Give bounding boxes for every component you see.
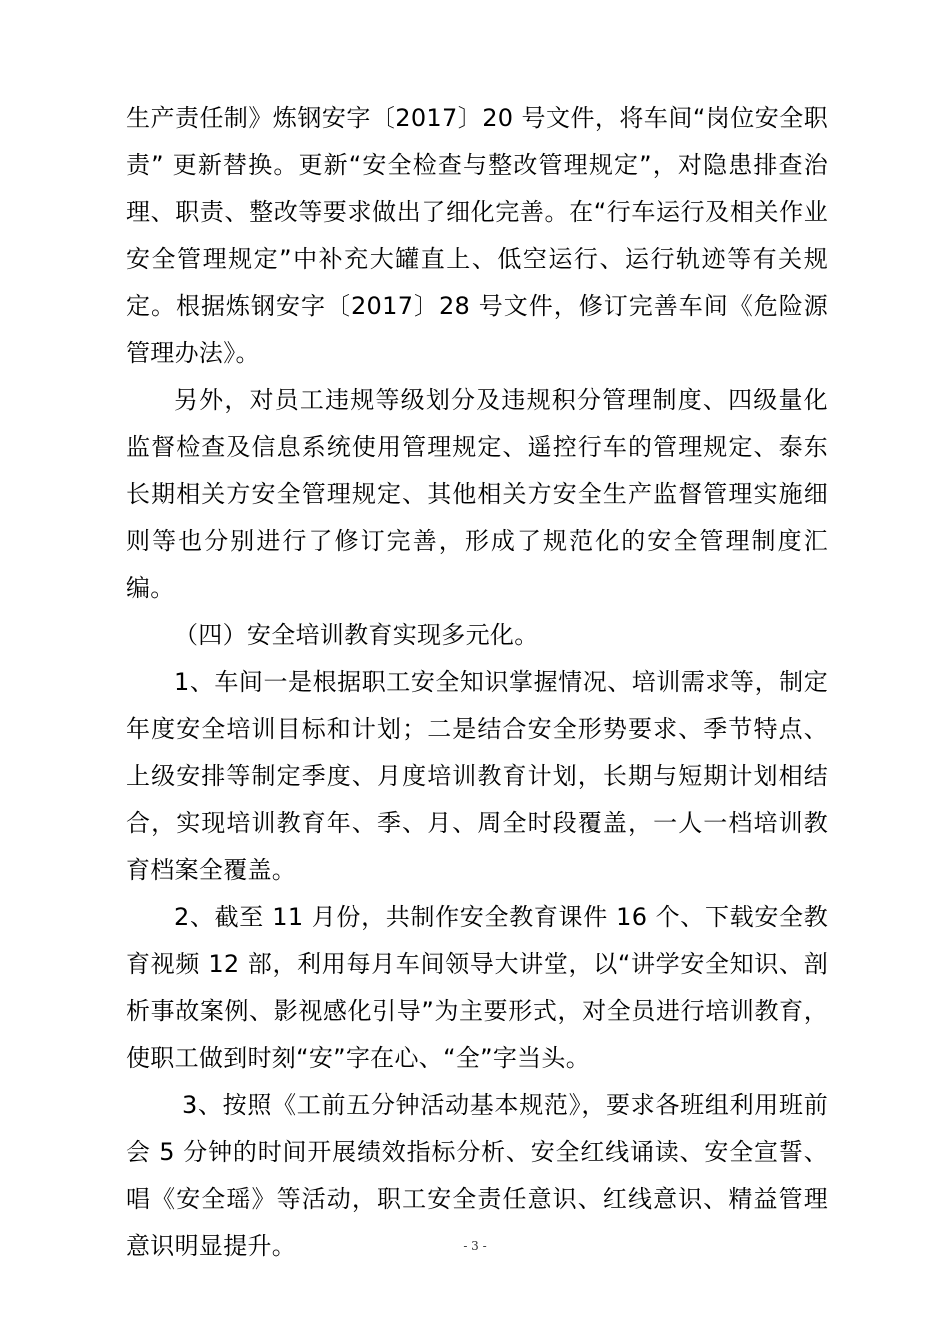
page-number: - 3 - (463, 1239, 487, 1253)
section-heading-training: （四）安全培训教育实现多元化。 (174, 621, 539, 649)
paragraph-other-regulations: 另外，对员工违规等级划分及违规积分管理制度、四级量化监督检查及信息系统使用管理规定、遥控行车的管理规定、泰东长期相关方安全管理规定、其他相关方安全生产监督管理实施细则等也分别进行了修订完善，形成了规范化的安全管理制度汇编。 (126, 386, 828, 602)
paragraph-continuation: 生产责任制》炼钢安字〔2017〕20 号文件，将车间“岗位安全职责” 更新替换。更新“安全检查与整改管理规定”，对隐患排查治理、职责、整改等要求做出了细化完善。在“行车运行及相关作业安全管理规定”中补充大罐直上、低空运行、运行轨迹等有关规定。根据炼钢安字〔2017〕28 号文件，修订完善车间《危险源管理办法》。 (126, 104, 828, 367)
paragraph-training-item-2: 2、截至 11 月份，共制作安全教育课件 16 个、下载安全教育视频 12 部，利用每月车间领导大讲堂，以“讲学安全知识、剖析事故案例、影视感化引导”为主要形式，对全员进行培训教育，使职工做到时刻“安”字在心、“全”字当头。 (126, 903, 828, 1072)
paragraph-training-item-3: 3、按照《工前五分钟活动基本规范》，要求各班组利用班前会 5 分钟的时间开展绩效指标分析、安全红线诵读、安全宣誓、唱《安全瑶》等活动，职工安全责任意识、红线意识、精益管理意识明显提升。 (126, 1091, 828, 1260)
paragraph-training-item-1: 1、车间一是根据职工安全知识掌握情况、培训需求等，制定年度安全培训目标和计划；二是结合安全形势要求、季节特点、上级安排等制定季度、月度培训教育计划，长期与短期计划相结合，实现培训教育年、季、月、周全时段覆盖，一人一档培训教育档案全覆盖。 (126, 668, 828, 884)
document-body (126, 95, 828, 1270)
